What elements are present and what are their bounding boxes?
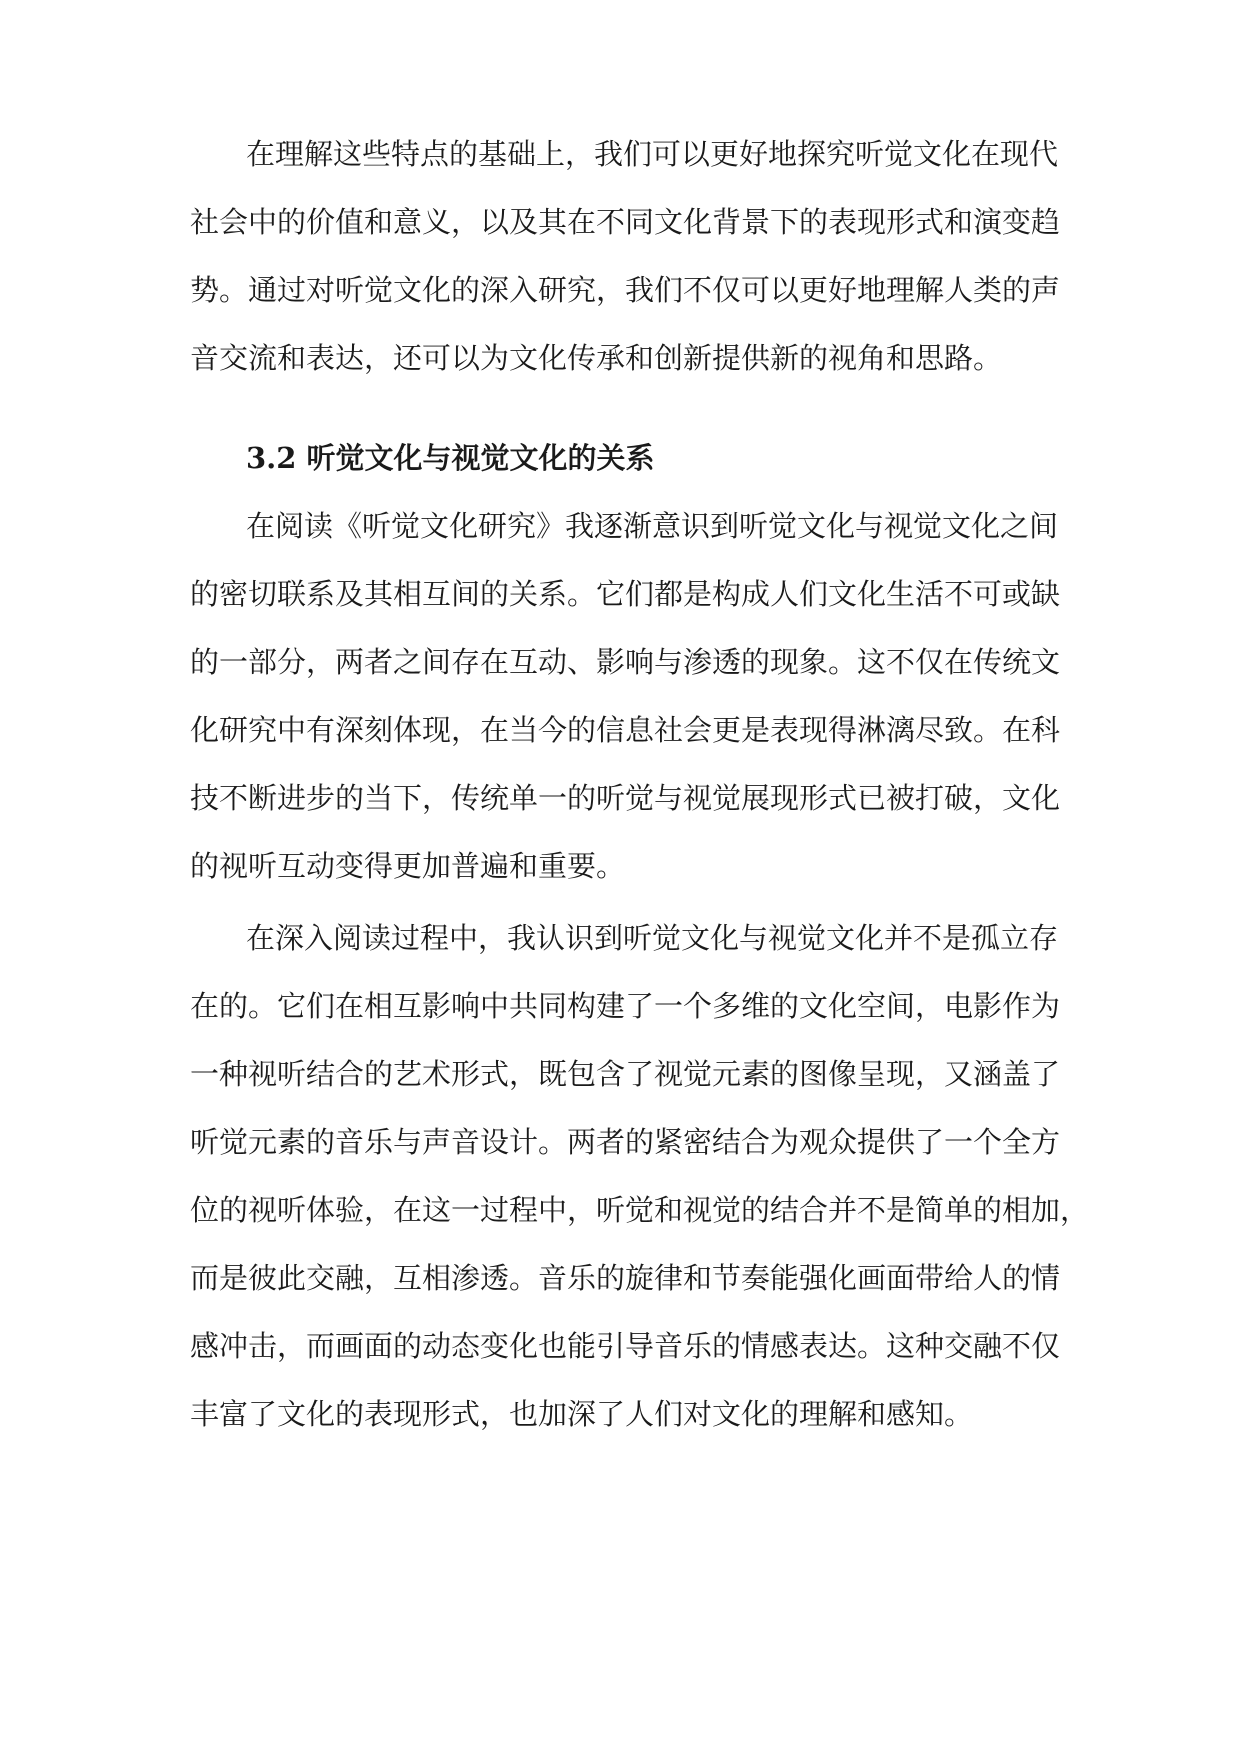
paragraph-line: 丰富了文化的表现形式，也加深了人们对文化的理解和感知。 [190,1397,974,1431]
paragraph-line: 的密切联系及其相互间的关系。它们都是构成人们文化生活不可或缺 [190,577,1061,611]
paragraph-line: 的一部分，两者之间存在互动、影响与渗透的现象。这不仅在传统文 [190,645,1061,679]
paragraph-line: 在深入阅读过程中，我认识到听觉文化与视觉文化并不是孤立存 [246,921,1059,955]
paragraph-line: 的视听互动变得更加普遍和重要。 [190,849,626,883]
paragraph-line: 在理解这些特点的基础上，我们可以更好地探究听觉文化在现代 [246,137,1059,171]
paragraph-line: 技不断进步的当下，传统单一的听觉与视觉展现形式已被打破，文化 [190,781,1061,815]
paragraph-line: 音交流和表达，还可以为文化传承和创新提供新的视角和思路。 [190,341,1003,375]
paragraph-line: 社会中的价值和意义，以及其在不同文化背景下的表现形式和演变趋 [190,205,1061,239]
paragraph-line: 化研究中有深刻体现，在当今的信息社会更是表现得淋漓尽致。在科 [190,713,1061,747]
paragraph-line: 感冲击，而画面的动态变化也能引导音乐的情感表达。这种交融不仅 [190,1329,1061,1363]
paragraph-line: 势。通过对听觉文化的深入研究，我们不仅可以更好地理解人类的声 [190,273,1061,307]
paragraph-line: 在阅读《听觉文化研究》我逐渐意识到听觉文化与视觉文化之间 [246,509,1059,543]
paragraph-line: 而是彼此交融，互相渗透。音乐的旋律和节奏能强化画面带给人的情 [190,1261,1061,1295]
paragraph-line: 在的。它们在相互影响中共同构建了一个多维的文化空间，电影作为 [190,989,1061,1023]
paragraph-line: 一种视听结合的艺术形式，既包含了视觉元素的图像呈现，又涵盖了 [190,1057,1061,1091]
section-heading: 3.2 听觉文化与视觉文化的关系 [246,441,655,475]
paragraph-line: 位的视听体验，在这一过程中，听觉和视觉的结合并不是简单的相加， [190,1193,1090,1227]
paragraph-line: 听觉元素的音乐与声音设计。两者的紧密结合为观众提供了一个全方 [190,1125,1061,1159]
